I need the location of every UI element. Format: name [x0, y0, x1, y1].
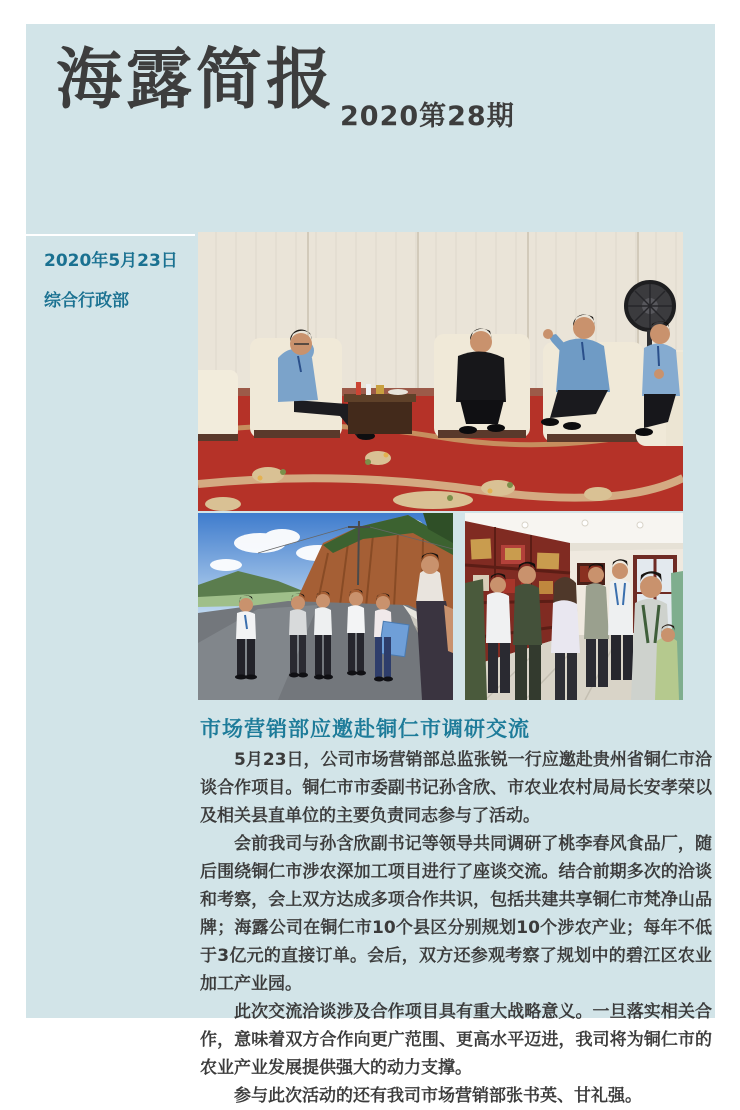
meeting-room-photo [198, 232, 683, 511]
showroom-visit-photo [465, 513, 683, 700]
issue-date: 2020年5月23日 [44, 251, 178, 271]
article-paragraph: 此次交流洽谈涉及合作项目具有重大战略意义。一旦落实相关合作，意味着双方合作向更广范围、更高水平迈进，我司将为铜仁市的农业产业发展提供强大的动力支撑。 [200, 1002, 712, 1078]
road-inspection-photo [198, 513, 453, 700]
department-label: 综合行政部 [44, 291, 129, 311]
article-paragraph: 会前我司与孙含欣副书记等领导共同调研了桃李春风食品厂，随后围绕铜仁市涉农深加工项目进行了座谈交流。结合前期多次的洽谈和考察，会上双方达成多项合作共识，包括共建共享铜仁市梵净山品牌；海露公司在铜仁市10个县区分别规划10个涉农产业；每年不低于3亿元的直接订单。会后，双方还参观考察了规划中的碧江区农业加工产业园。 [200, 834, 712, 994]
article-paragraph: 参与此次活动的还有我司市场营销部张书英、甘礼强。 [234, 1086, 642, 1106]
article-title: 市场营销部应邀赴铜仁市调研交流 [200, 717, 530, 741]
article-paragraph: 5月23日，公司市场营销部总监张锐一行应邀赴贵州省铜仁市洽谈合作项目。铜仁市市委副书记孙含欣、市农业农村局局长安孝荣以及相关县直单位的主要负责同志参与了活动。 [200, 750, 712, 826]
newsletter-title: 海露简报 [56, 41, 336, 118]
sidebar-divider-line [26, 234, 195, 236]
issue-number: 2020第28期 [340, 101, 515, 132]
article-body [200, 746, 712, 1110]
